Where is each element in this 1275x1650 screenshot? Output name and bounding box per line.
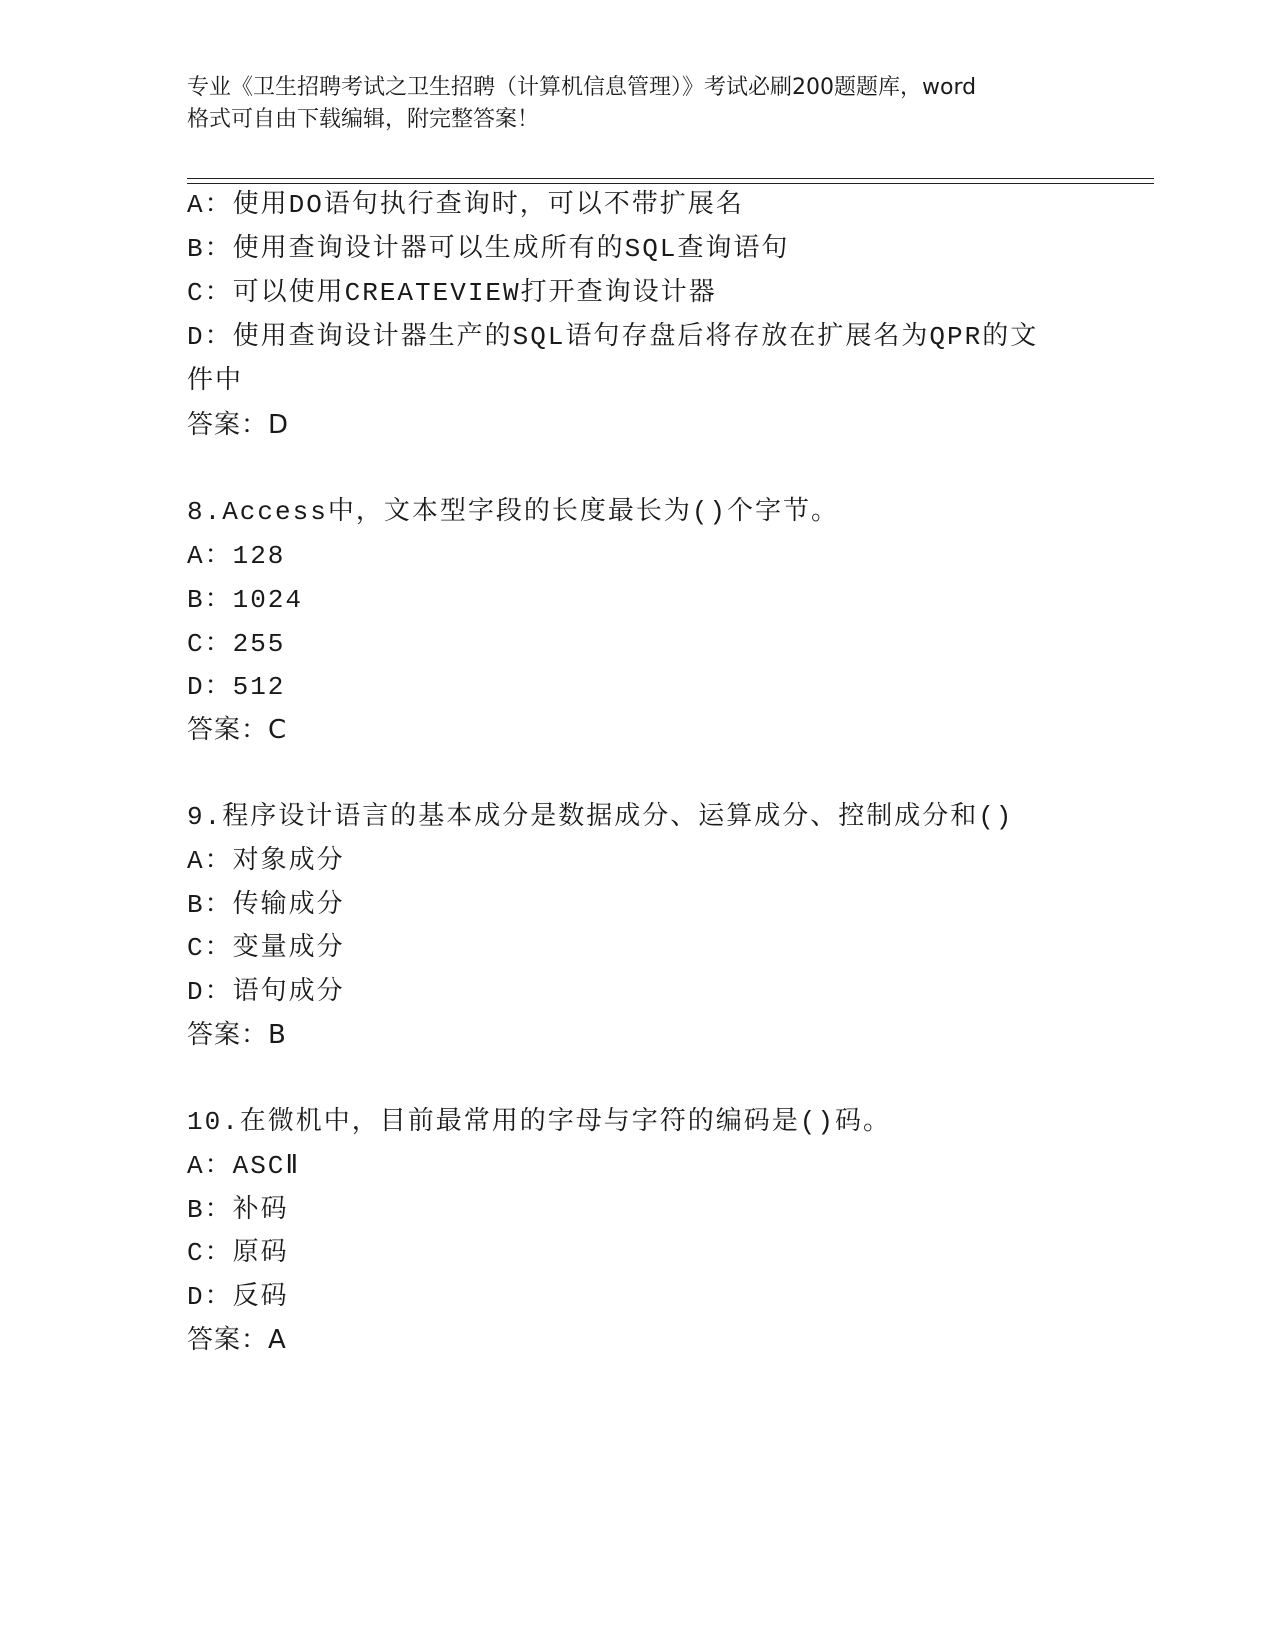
q10-answer: 答案：A — [187, 1325, 287, 1355]
q10-option-c: C：原码 — [187, 1238, 289, 1268]
q7-option-d-continued: 件中 — [187, 366, 244, 396]
q8-option-c: C：255 — [187, 629, 286, 659]
header-divider-bottom — [187, 183, 1154, 184]
q7-option-d: D：使用查询设计器生产的SQL语句存盘后将存放在扩展名为QPR的文 — [187, 322, 1039, 352]
q7-option-a: A：使用DO语句执行查询时，可以不带扩展名 — [187, 190, 744, 220]
header-line-2: 格式可自由下载编辑，附完整答案！ — [187, 107, 540, 132]
q8-option-b: B：1024 — [187, 585, 304, 615]
q7-answer: 答案：D — [187, 410, 290, 440]
q8-answer: 答案：C — [187, 715, 288, 745]
q7-option-c: C：可以使用CREATEVIEW打开查询设计器 — [187, 278, 717, 308]
q8-option-d: D：512 — [187, 672, 286, 702]
q8-option-a: A：128 — [187, 541, 286, 571]
q10-option-b: B：补码 — [187, 1195, 289, 1225]
q7-option-b: B：使用查询设计器可以生成所有的SQL查询语句 — [187, 234, 790, 264]
header-line-1: 专业《卫生招聘考试之卫生招聘（计算机信息管理）》考试必刷200题题库，word — [187, 75, 977, 100]
q10-option-a: A：ASCⅡ — [187, 1151, 301, 1181]
document-header — [187, 72, 1087, 136]
q10-option-d: D：反码 — [187, 1282, 289, 1312]
header-divider-top — [187, 178, 1154, 179]
q9-answer: 答案：B — [187, 1020, 287, 1050]
q9-question: 9.程序设计语言的基本成分是数据成分、运算成分、控制成分和() — [187, 802, 1014, 832]
q9-option-a: A：对象成分 — [187, 846, 345, 876]
q9-option-b: B：传输成分 — [187, 890, 345, 920]
q8-question: 8.Access中，文本型字段的长度最长为()个字节。 — [187, 497, 840, 527]
q10-question: 10.在微机中，目前最常用的字母与字符的编码是()码。 — [187, 1107, 892, 1137]
q9-option-d: D：语句成分 — [187, 977, 345, 1007]
q9-option-c: C：变量成分 — [187, 933, 345, 963]
